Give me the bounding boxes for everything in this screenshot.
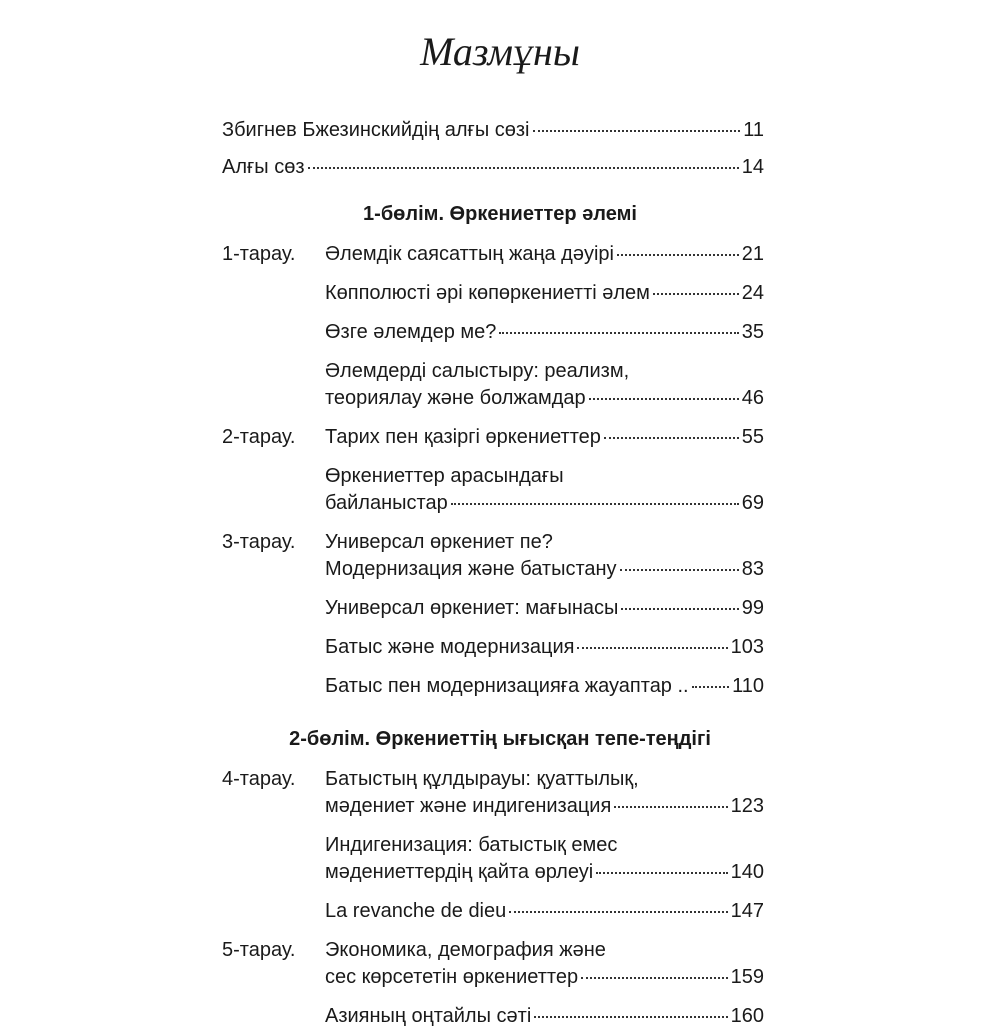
dot-leader [499, 332, 738, 334]
toc-entry-line [0, 832, 1000, 858]
toc-entry-line [0, 241, 1000, 267]
toc-entry-text: Индигенизация: батыстық емес [325, 834, 618, 856]
chapter-label: 5-тарау. [222, 939, 296, 961]
toc-entry-line [0, 529, 1000, 555]
toc-entry-text-wrap [325, 595, 764, 621]
toc-entry-text: Өркениеттер арасындағы [325, 465, 564, 487]
dot-leader [534, 1016, 727, 1018]
toc-entry-text-wrap [222, 154, 764, 180]
toc-entry-line [0, 154, 1000, 180]
dot-leader [451, 503, 739, 505]
toc-entry-line [0, 673, 1000, 699]
dot-leader [509, 911, 727, 913]
toc-entry-line [0, 424, 1000, 450]
toc-entry-text-wrap [325, 673, 764, 699]
toc-entry-line [0, 766, 1000, 792]
toc-entry-text: Батыстың құлдырауы: қуаттылық, [325, 768, 639, 790]
toc-entry-text: мәдениет және индигенизация [325, 795, 612, 817]
toc-entry-text: La revanche de dieu [325, 900, 507, 922]
toc-entry-text-wrap [325, 463, 764, 489]
toc-entry-text-wrap [325, 319, 764, 345]
toc-entry-line [0, 898, 1000, 924]
dot-leader [617, 254, 739, 256]
toc-page-number: 46 [741, 387, 764, 409]
toc-entry-text-wrap [325, 241, 764, 267]
toc-entry-line [0, 385, 1000, 411]
dot-leader [620, 569, 739, 571]
toc-entry-text: Әлемдік саясаттың жаңа дәуірі [325, 243, 614, 265]
dot-leader [653, 293, 739, 295]
toc-entry-text: байланыстар [325, 492, 448, 514]
toc-entry-text-wrap [325, 385, 764, 411]
toc-page-number: 99 [741, 597, 764, 619]
toc-entry-text: Алғы сөз [222, 156, 305, 178]
toc-page-number: 147 [730, 900, 764, 922]
dot-leader [581, 977, 728, 979]
toc-page-number: 103 [730, 636, 764, 658]
part-title: 2-бөлім. Өркениеттің ығысқан тепе-теңдігі [289, 728, 711, 750]
chapter-label: 1-тарау. [222, 243, 296, 265]
toc-entry-line [0, 859, 1000, 885]
toc-entry-text: Экономика, демография және [325, 939, 606, 961]
toc-entry-line [0, 358, 1000, 384]
chapter-label: 2-тарау. [222, 426, 296, 448]
toc-entry-line [0, 634, 1000, 660]
toc-entry-text: сес көрсететін өркениеттер [325, 966, 579, 988]
toc-entry-text-wrap [325, 529, 764, 555]
toc-entry-text-wrap [325, 859, 764, 885]
toc-entry-line [0, 595, 1000, 621]
toc-page-number: 14 [741, 156, 764, 178]
dot-leader [604, 437, 739, 439]
toc-entry-line [0, 490, 1000, 516]
toc-entry-text: Модернизация және батыстану [325, 558, 617, 580]
toc-page-number: 35 [741, 321, 764, 343]
toc-page-number: 83 [741, 558, 764, 580]
page-title: Мазмұны [420, 29, 580, 74]
toc-entry-text: Универсал өркениет пе? [325, 531, 553, 553]
toc-entry-text-wrap [325, 634, 764, 660]
dot-leader [692, 686, 730, 688]
toc-entry-line [0, 937, 1000, 963]
toc-page-number: 159 [730, 966, 764, 988]
toc-entry-text: Өзге әлемдер ме? [325, 321, 497, 343]
toc-entry-line [0, 319, 1000, 345]
dot-leader [614, 806, 727, 808]
toc-page-number: 69 [741, 492, 764, 514]
toc-entry-text-wrap [325, 766, 764, 792]
toc-entry-text: Көпполюсті әрі көпөркениетті әлем [325, 282, 650, 304]
toc-entry-line [0, 1003, 1000, 1029]
toc-page-number: 55 [741, 426, 764, 448]
toc-entry-line [0, 964, 1000, 990]
dot-leader [533, 130, 741, 132]
dot-leader [589, 398, 739, 400]
toc-entry-text-wrap [325, 793, 764, 819]
toc-entry-text: теориялау және болжамдар [325, 387, 586, 409]
toc-entry-text-wrap [222, 117, 764, 143]
toc-page-number: 110 [732, 675, 764, 697]
toc-entry-text: Батыс және модернизация [325, 636, 575, 658]
toc-entry-text: Азияның оңтайлы сәті [325, 1005, 532, 1027]
toc-page-number: 11 [743, 119, 764, 141]
toc-page-number: 140 [730, 861, 764, 883]
toc-entry-text-wrap [325, 424, 764, 450]
toc-entry-text-wrap [325, 937, 764, 963]
toc-entry-text-wrap [325, 556, 764, 582]
chapter-label: 3-тарау. [222, 531, 296, 553]
toc-entry-text-wrap [325, 898, 764, 924]
toc-page-number: 160 [730, 1005, 764, 1027]
toc-entry-text: Тарих пен қазіргі өркениеттер [325, 426, 601, 448]
dot-leader [621, 608, 738, 610]
toc-page-number: 123 [730, 795, 764, 817]
toc-entry-text-wrap [325, 832, 764, 858]
toc-entry-text-wrap [325, 490, 764, 516]
toc-entry-text-wrap [325, 964, 764, 990]
dot-leader [596, 872, 727, 874]
dot-leader [577, 647, 727, 649]
toc-entry-line [0, 117, 1000, 143]
toc-entry-line [0, 793, 1000, 819]
toc-entry-line [0, 463, 1000, 489]
chapter-label: 4-тарау. [222, 768, 296, 790]
toc-page-number: 21 [741, 243, 764, 265]
toc-entry-line [0, 280, 1000, 306]
toc-entry-text: мәдениеттердің қайта өрлеуі [325, 861, 594, 883]
toc-entry-text: Әлемдерді салыстыру: реализм, [325, 360, 630, 382]
toc-entry-text-wrap [325, 1003, 764, 1029]
toc-entry-text: Универсал өркениет: мағынасы [325, 597, 619, 619]
toc-entry-text: Збигнев Бжезинскийдің алғы сөзі [222, 119, 530, 141]
toc-entry-text: Батыс пен модернизацияға жауаптар .. [325, 675, 689, 697]
toc-entry-text-wrap [325, 358, 764, 384]
toc-entry-text-wrap [325, 280, 764, 306]
part-title: 1-бөлім. Өркениеттер әлемі [363, 203, 637, 225]
toc-entry-line [0, 556, 1000, 582]
toc-page-number: 24 [741, 282, 764, 304]
dot-leader [308, 167, 739, 169]
